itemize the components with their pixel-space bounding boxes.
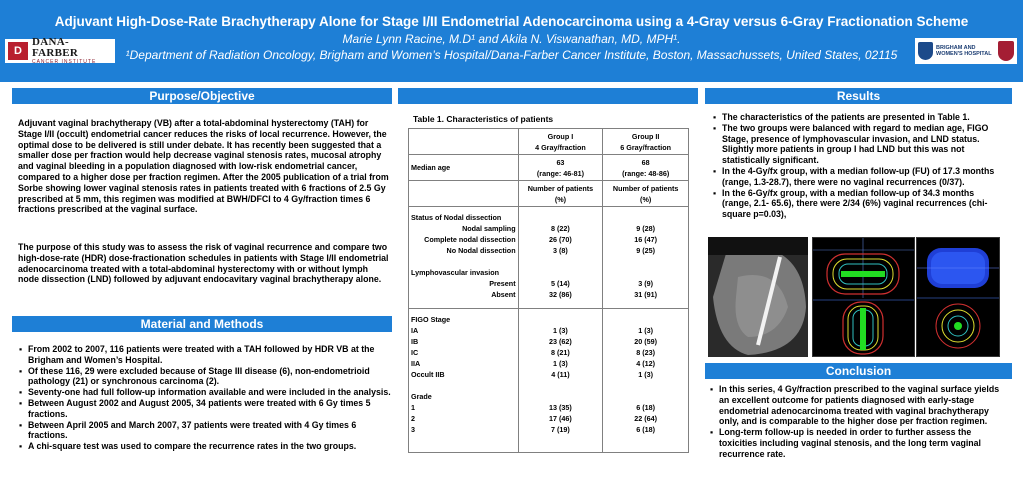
table-cell: Number of patients	[612, 183, 679, 193]
group2-title: Group II	[631, 131, 660, 141]
methods-list	[19, 344, 391, 452]
table-cell: 17 (46)	[549, 414, 572, 423]
logo-right-name: BRIGHAM AND WOMEN'S HOSPITAL	[936, 44, 992, 57]
table-cell: Number of patients	[527, 183, 594, 193]
poster-header	[0, 0, 1023, 82]
table-row-label: No Nodal dissection	[446, 246, 516, 255]
table-row-label: IC	[411, 348, 419, 357]
list-item: ▪ In this series, 4 Gy/fraction prescribed to the vaginal surface yields an excellent outcome for patients diagnosed with early-stage endometrial adenocarcinoma treated with vaginal brachytherapy only, and is comparable to the higher dose per fraction regimen.	[710, 384, 1006, 427]
table-row-label: Absent	[491, 290, 516, 299]
methods-heading: Material and Methods	[12, 316, 392, 332]
list-item: ▪ In the 6-Gy/fx group, with a median follow-up of 34.3 months (range, 2.1- 65.6), there were 2/34 (6%) vaginal recurrences (chi-square p=0.03),	[713, 188, 1003, 220]
group1-title: Group I	[547, 131, 574, 141]
table-group-label: FIGO Stage	[411, 315, 451, 324]
table-cell: (range: 46-81)	[536, 168, 585, 178]
brigham-shield-icon	[918, 42, 933, 60]
table-row-label: Complete nodal dissection	[424, 235, 516, 244]
harvard-shield-icon	[998, 41, 1014, 61]
table-cell: 6 (18)	[636, 403, 656, 412]
poster-title: Adjuvant High-Dose-Rate Brachytherapy Alone for Stage I/II Endometrial Adenocarcinoma using a 4-Gray versus 6-Gray Fractionation Scheme	[54, 14, 969, 29]
logo-left-subname: CANCER INSTITUTE	[31, 59, 97, 65]
list-item: ▪ Long-term follow-up is needed in order to further assess the toxicities including vaginal stenosis, and the long term vaginal recurrence rate.	[710, 427, 1006, 459]
table-title: Table 1. Characteristics of patients	[413, 114, 554, 124]
group1-subtitle: 4 Gray/fraction	[535, 142, 586, 152]
table-row-label: Present	[489, 279, 516, 288]
table-cell: 1 (3)	[638, 326, 654, 335]
table-group-label: Lymphovascular invasion	[411, 268, 500, 277]
table-row-label: IA	[411, 326, 419, 335]
table-group-label: Status of Nodal dissection	[411, 213, 502, 222]
table-cell: 8 (21)	[551, 348, 570, 357]
list-item: ▪ In the 4-Gy/fx group, with a median follow-up (FU) of 17.3 months (range, 1.3-28.7), there were no vaginal recurrences (0/37).	[713, 166, 1003, 188]
table-cell: 68	[641, 157, 650, 167]
table-row-label: 3	[411, 425, 415, 434]
table-cell: 9 (25)	[636, 246, 656, 255]
list-item: ▪ The characteristics of the patients are presented in Table 1.	[713, 112, 1003, 123]
dose-plan-image-left	[812, 237, 915, 357]
table-cell: 8 (22)	[551, 224, 570, 233]
results-list	[713, 112, 1003, 220]
list-item: ▪ The two groups were balanced with regard to median age, FIGO Stage, presence of lymphovascular invasion, and LND status. Slightly more patients in group I had LND but this was not statistically significant.	[713, 123, 1003, 166]
dose-plan-image-right	[916, 237, 1000, 357]
table-cell: 22 (64)	[634, 414, 658, 423]
poster-authors: Marie Lynn Racine, M.D¹ and Akila N. Viswanathan, MD, MPH¹.	[342, 32, 681, 46]
table-cell: 9 (28)	[636, 224, 656, 233]
table-row-label: Median age	[409, 155, 519, 181]
table-cell: (%)	[640, 194, 652, 204]
table-row-label: IIA	[411, 359, 421, 368]
table-cell: 8 (23)	[636, 348, 656, 357]
table-cell: 23 (62)	[549, 337, 572, 346]
table-cell: 20 (59)	[634, 337, 658, 346]
list-item: ▪ Between April 2005 and March 2007, 37 patients were treated with 4 Gy times 6 fractions.	[19, 420, 391, 442]
table-cell: 16 (47)	[634, 235, 658, 244]
table-cell: 6 (18)	[636, 425, 656, 434]
ct-scan-image	[708, 237, 808, 357]
middle-heading-bar	[398, 88, 698, 104]
table-cell: 3 (9)	[638, 279, 654, 288]
conclusion-list	[710, 384, 1006, 460]
group2-subtitle: 6 Gray/fraction	[620, 142, 672, 152]
table-cell: 26 (70)	[549, 235, 572, 244]
dana-farber-mark-icon: D	[8, 42, 28, 60]
results-heading: Results	[705, 88, 1012, 104]
table-group-label: Grade	[411, 392, 432, 401]
table-cell: 1 (3)	[553, 326, 568, 335]
table-cell: 5 (14)	[551, 279, 570, 288]
logo-left-name: DANA-FARBER	[31, 36, 79, 59]
table-row-label: 1	[411, 403, 415, 412]
table-cell: 31 (91)	[634, 290, 658, 299]
purpose-paragraph-1: Adjuvant vaginal brachytherapy (VB) after a total-abdominal hysterectomy (TAH) for Stage I/II (occult) endometrial cancer reduces the risks of local recurrence. However, the optimal dose to be delivered is still under debate. It has recently been suggested that a smaller dose per fraction would help decrease vaginal stenosis rates, mucosal atrophy and vaginal bleeding in a population diagnosed with low-risk endometrial cancer, compared to a higher dose per fraction regimen. After the 2005 publication of a trial from Sorbe showing lower vaginal stenosis rates in patients treated with 6 fractions of 2.5 Gy prescribed at 5 mm, this regimen was modified at BWH/DFCI to 4 Gy/fraction times 6 fractions prescribed at the vaginal surface.	[18, 118, 389, 215]
brigham-logo	[915, 38, 1017, 64]
table-row-label: Nodal sampling	[462, 224, 516, 233]
purpose-heading: Purpose/Objective	[12, 88, 392, 104]
list-item: ▪ A chi-square test was used to compare the recurrence rates in the two groups.	[19, 441, 391, 452]
table-cell: 32 (86)	[549, 290, 572, 299]
table-row-label: 2	[411, 414, 415, 423]
table-cell: 3 (8)	[553, 246, 568, 255]
table-row-label: Occult IIB	[411, 370, 445, 379]
list-item: ▪ Between August 2002 and August 2005, 34 patients were treated with 6 Gy times 5 fractions.	[19, 398, 391, 420]
table-cell: 1 (3)	[638, 370, 654, 379]
table-cell: 63	[556, 157, 565, 167]
table-cell: (range: 48-86)	[622, 168, 670, 178]
dana-farber-logo	[5, 36, 115, 65]
list-item: ▪ Seventy-one had full follow-up information available and were included in the analysis.	[19, 387, 391, 398]
table-cell: 4 (12)	[636, 359, 656, 368]
purpose-paragraph-2: The purpose of this study was to assess the risk of vaginal recurrence and compare two high-dose-rate (HDR) dose-fractionation schedules in patients with Stage I/II endometrial adenocarcinoma treated with a total-abdominal hysterectomy with or without lymph node dissection (LND) followed by adjuvant endocavitary vaginal brachytherapy alone.	[18, 242, 389, 285]
table-cell: 13 (35)	[549, 403, 572, 412]
table-cell: (%)	[554, 194, 567, 204]
characteristics-table	[408, 128, 689, 453]
table-cell: 7 (19)	[551, 425, 570, 434]
table-cell: 1 (3)	[553, 359, 568, 368]
table-cell: 4 (11)	[551, 370, 570, 379]
poster-affiliation: ¹Department of Radiation Oncology, Brigham and Women’s Hospital/Dana-Farber Cancer Institute, Boston, Massachussets, United States, 02115	[125, 48, 898, 62]
list-item: ▪ From 2002 to 2007, 116 patients were treated with a TAH followed by HDR VB at the Brigham and Women’s Hospital.	[19, 344, 391, 366]
conclusion-heading: Conclusion	[705, 363, 1012, 379]
list-item: ▪ Of these 116, 29 were excluded because of Stage III disease (6), non-endometrioid pathology (21) or synchronous carcinoma (2).	[19, 366, 391, 388]
table-row-label: IB	[411, 337, 419, 346]
